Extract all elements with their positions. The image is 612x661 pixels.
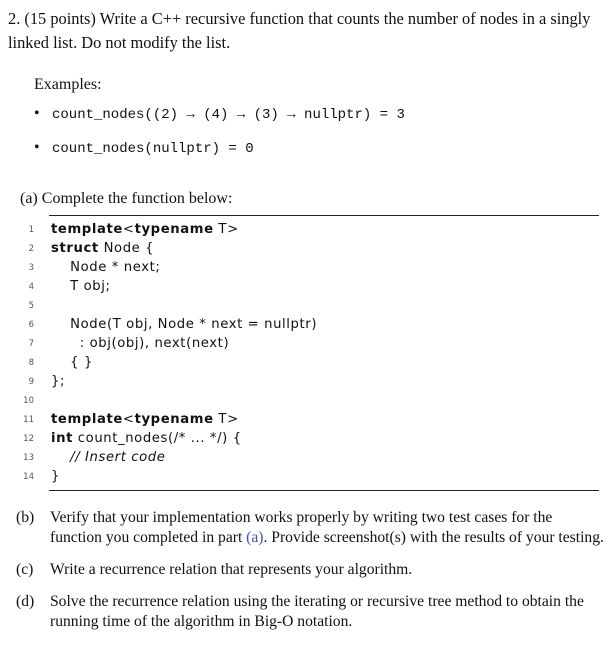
code-line [0, 353, 612, 372]
example-item [34, 104, 405, 138]
example-item [34, 138, 405, 172]
sub-question-label: (b) [16, 509, 35, 526]
code-text: T obj; [51, 279, 111, 294]
line-number: 5 [28, 301, 34, 311]
code-line [0, 410, 612, 429]
code-line [0, 429, 612, 448]
line-number: 9 [28, 377, 34, 387]
code-line [0, 277, 612, 296]
question-text: 2. (15 points) Write a C++ recursive function that counts the number of nodes in a singly linked list. Do not modify the list. [8, 9, 591, 52]
code-line [0, 448, 612, 467]
example-code: count_nodes(nullptr) = 0 [52, 141, 254, 157]
code-line [0, 239, 612, 258]
line-number: 11 [23, 415, 34, 425]
sub-question-text: Solve the recurrence relation using the iterating or recursive tree method to obtain the running time of the algorithm in Big-O notation. [50, 593, 584, 630]
code-text: Node(T obj, Node * next = nullptr) [51, 317, 318, 332]
code-line [0, 258, 612, 277]
line-number: 8 [28, 358, 34, 368]
examples-list [34, 104, 405, 172]
examples-title: Examples: [34, 76, 102, 93]
code-text: template<typename T> [51, 412, 239, 427]
code-line [0, 220, 612, 239]
example-code: count_nodes((2) → (4) → (3) → nullptr) = 3 [52, 107, 405, 123]
code-text: { } [51, 355, 93, 370]
line-number: 7 [28, 339, 34, 349]
sub-question [16, 592, 606, 632]
code-text: struct Node { [51, 241, 155, 256]
bullet-icon: • [34, 139, 40, 156]
sub-question-text: Write a recurrence relation that represents your algorithm. [50, 561, 413, 578]
code-line [0, 334, 612, 353]
line-number: 12 [23, 434, 34, 444]
line-number: 1 [28, 225, 34, 235]
code-line [0, 372, 612, 391]
code-text: // Insert code [51, 450, 166, 465]
code-text: }; [51, 374, 66, 389]
sub-questions [16, 508, 606, 644]
line-number: 10 [23, 396, 34, 406]
line-number: 3 [28, 263, 34, 273]
code-text: } [51, 469, 60, 484]
code-line [0, 467, 612, 486]
sub-question-text: Verify that your implementation works properly by writing two test cases for the function you completed in part (a). Provide screenshot(s) with the results of your testing. [50, 509, 604, 546]
code-text: int count_nodes(/* ... */) { [51, 431, 242, 446]
bullet-icon: • [34, 105, 40, 122]
line-number: 4 [28, 282, 34, 292]
line-number: 6 [28, 320, 34, 330]
part-reference-link[interactable]: (a) [246, 529, 264, 546]
sub-question-label: (d) [16, 593, 35, 610]
part-a-text: Complete the function below: [41, 190, 233, 207]
part-a-label: (a) [20, 190, 38, 207]
part-a-heading [20, 190, 232, 208]
code-line [0, 315, 612, 334]
sub-question-label: (c) [16, 561, 34, 578]
code-top-rule [49, 215, 599, 216]
sub-question [16, 560, 606, 580]
code-text: Node * next; [51, 260, 161, 275]
code-text: template<typename T> [51, 222, 239, 237]
code-text: : obj(obj), next(next) [51, 336, 230, 351]
sub-question [16, 508, 606, 548]
code-line [0, 391, 612, 410]
line-number: 2 [28, 244, 34, 254]
code-bottom-rule [49, 490, 599, 491]
code-line [0, 296, 612, 315]
line-number: 14 [23, 472, 34, 482]
line-number: 13 [23, 453, 34, 463]
